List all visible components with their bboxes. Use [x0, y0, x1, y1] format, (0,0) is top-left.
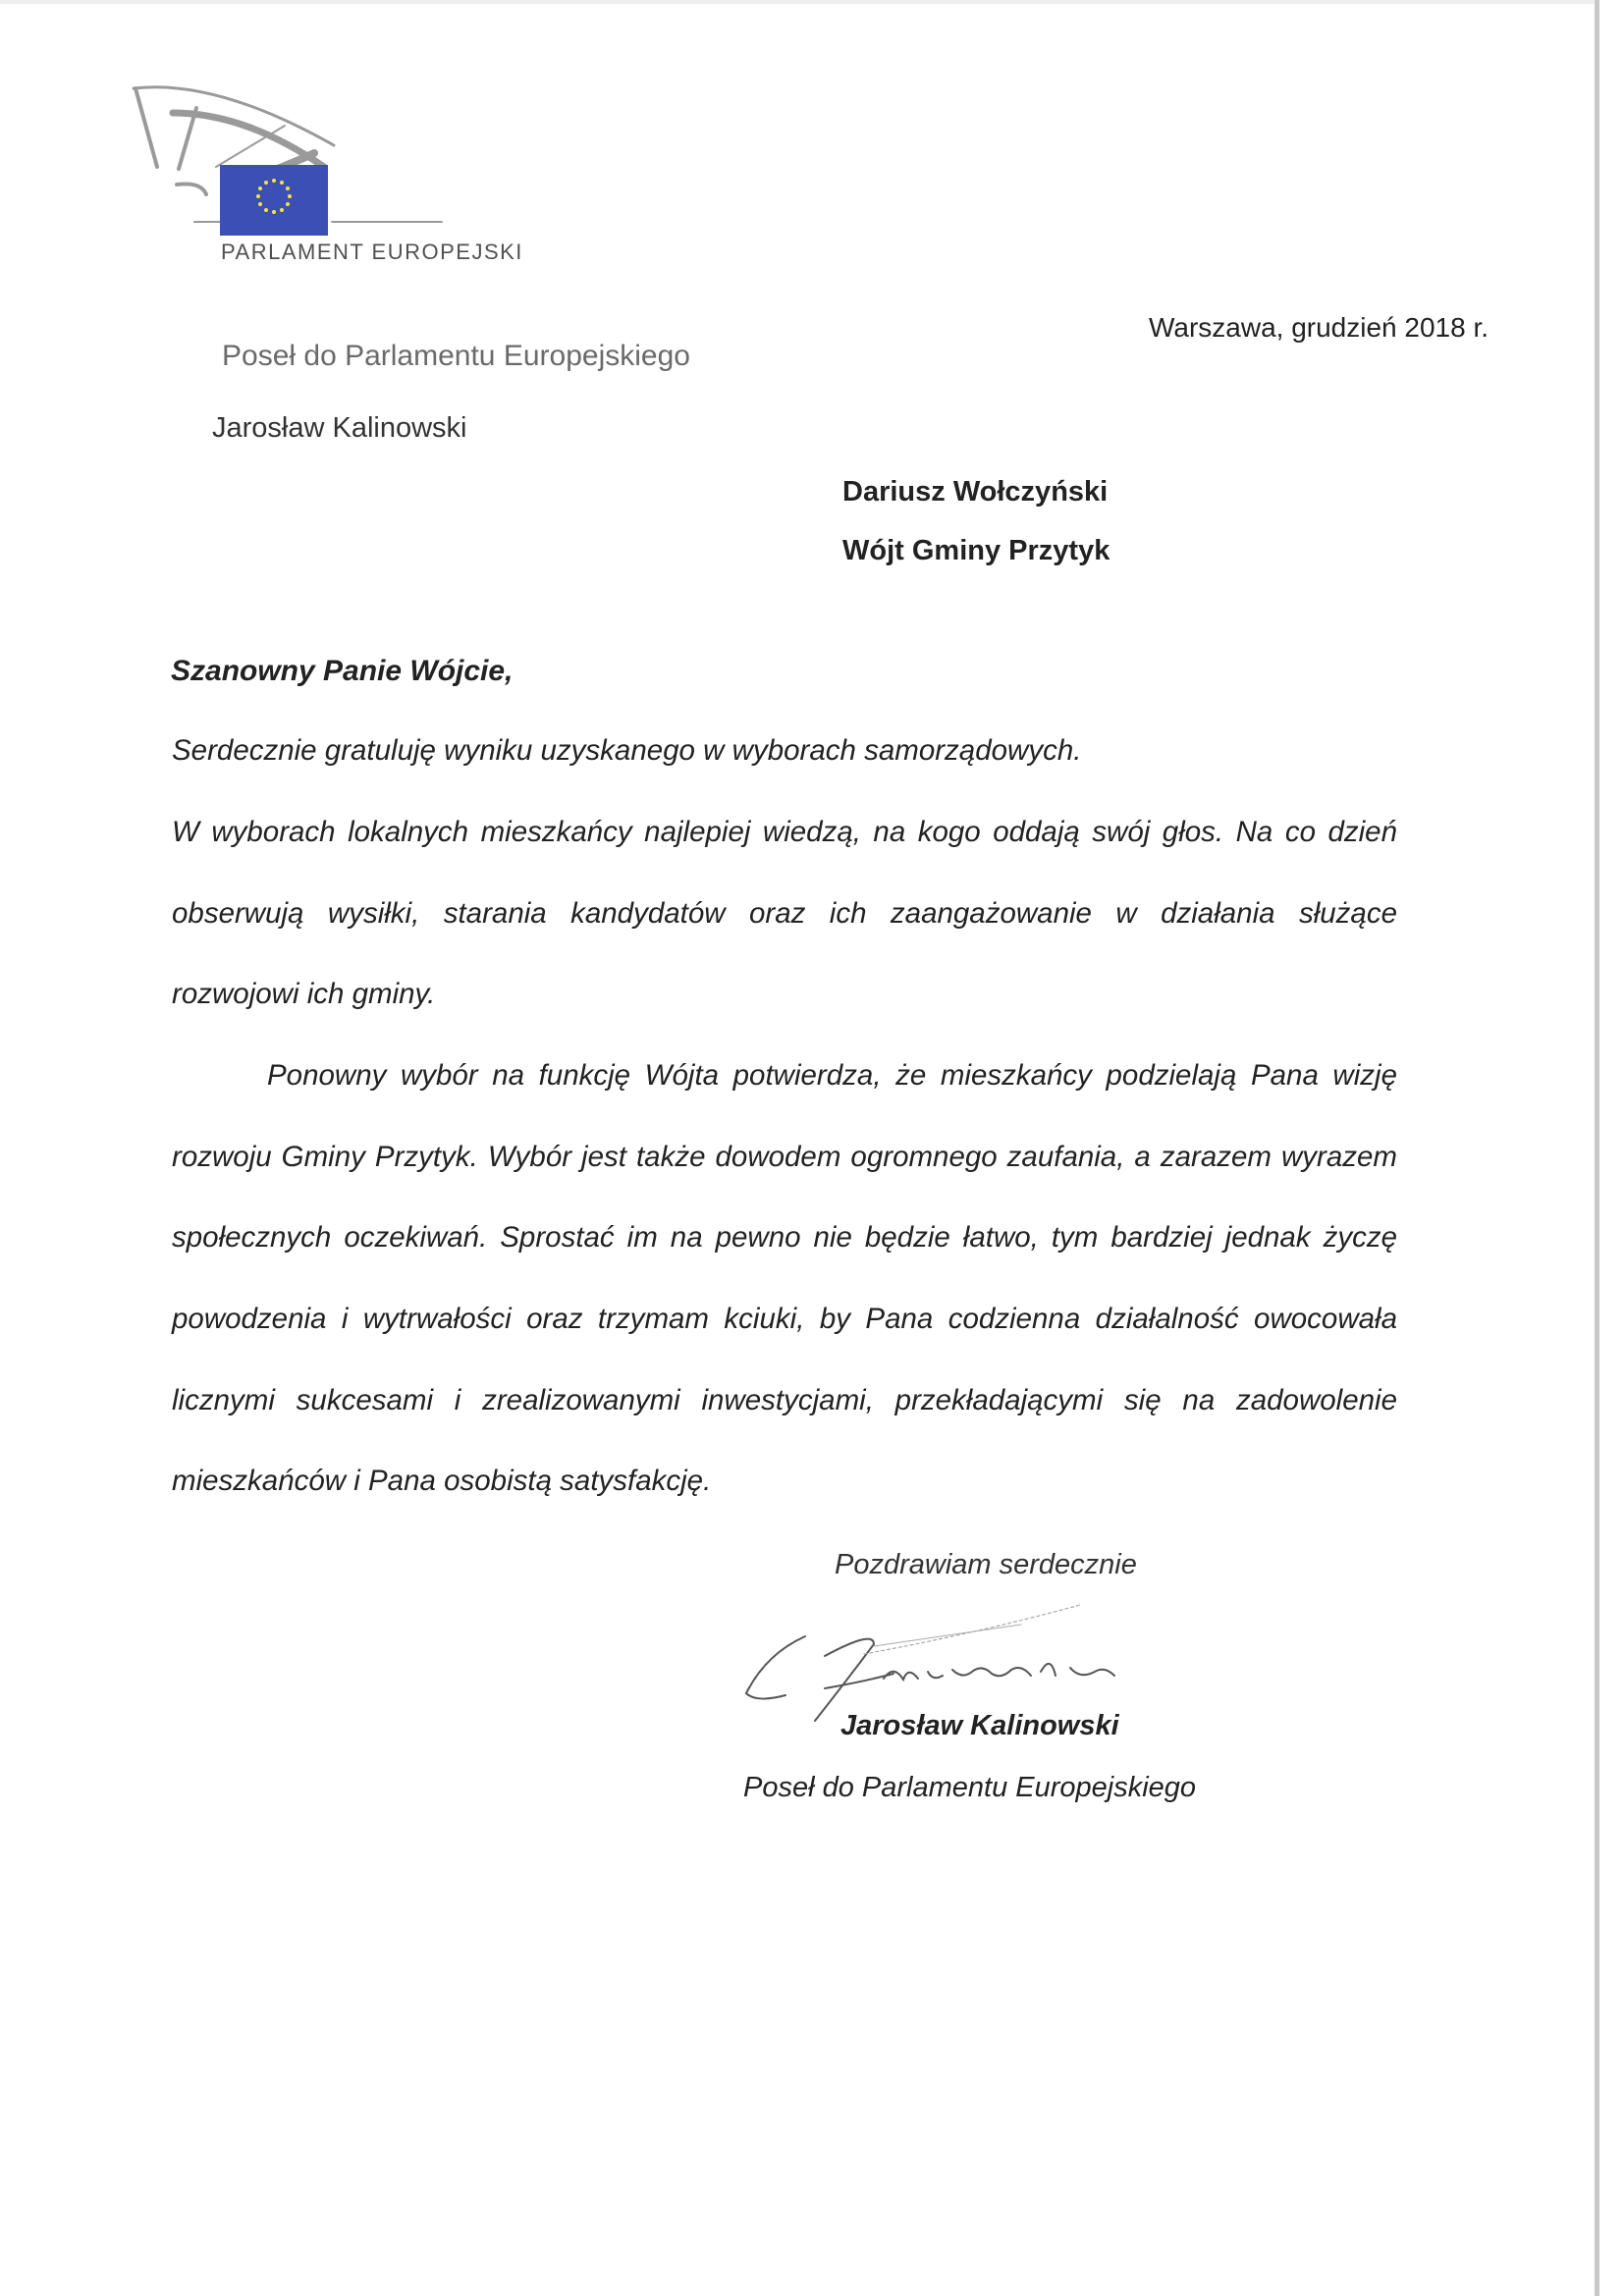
- sender-name: Jarosław Kalinowski: [212, 412, 467, 444]
- body-line: rozwojowi ich gminy.: [172, 978, 436, 1010]
- salutation: Szanowny Panie Wójcie,: [171, 655, 514, 687]
- scan-right-edge: [1595, 0, 1599, 2296]
- sender-title: Poseł do Parlamentu Europejskiego: [222, 340, 690, 372]
- body-line: Serdecznie gratuluję wyniku uzyskanego w wyborach samorządowych.: [172, 734, 1082, 767]
- signatory-name: Jarosław Kalinowski: [840, 1710, 1119, 1741]
- institution-name: PARLAMENT EUROPEJSKI: [221, 240, 523, 264]
- body-line: licznymi sukcesami i zrealizowanymi inwestycjami, przekładającymi się na zadowolenie: [172, 1384, 1397, 1416]
- body-line: W wyborach lokalnych mieszkańcy najlepiej wiedzą, na kogo oddają swój głos. Na co dzień: [172, 816, 1397, 848]
- eu-flag: [220, 165, 328, 236]
- letter-date: Warszawa, grudzień 2018 r.: [1149, 312, 1489, 343]
- body-line: rozwoju Gminy Przytyk. Wybór jest także dowodem ogromnego zaufania, a zarazem wyrazem: [172, 1141, 1397, 1173]
- body-line: obserwują wysiłki, starania kandydatów oraz ich zaangażowanie w działania służące: [172, 897, 1397, 930]
- recipient-title: Wójt Gminy Przytyk: [842, 535, 1110, 566]
- body-line: społecznych oczekiwań. Sprostać im na pewno nie będzie łatwo, tym bardziej jednak życzę: [172, 1221, 1397, 1254]
- closing-phrase: Pozdrawiam serdecznie: [835, 1549, 1137, 1580]
- body-line: mieszkańców i Pana osobistą satysfakcję.: [172, 1465, 712, 1497]
- body-line: Ponowny wybór na funkcję Wójta potwierdza, że mieszkańcy podzielają Pana wizję: [267, 1059, 1397, 1092]
- scan-top-edge: [0, 0, 1598, 4]
- body-line: powodzenia i wytrwałości oraz trzymam kciuki, by Pana codzienna działalność owocowała: [172, 1303, 1397, 1335]
- signatory-title: Poseł do Parlamentu Europejskiego: [743, 1772, 1197, 1803]
- recipient-name: Dariusz Wołczyński: [842, 476, 1109, 507]
